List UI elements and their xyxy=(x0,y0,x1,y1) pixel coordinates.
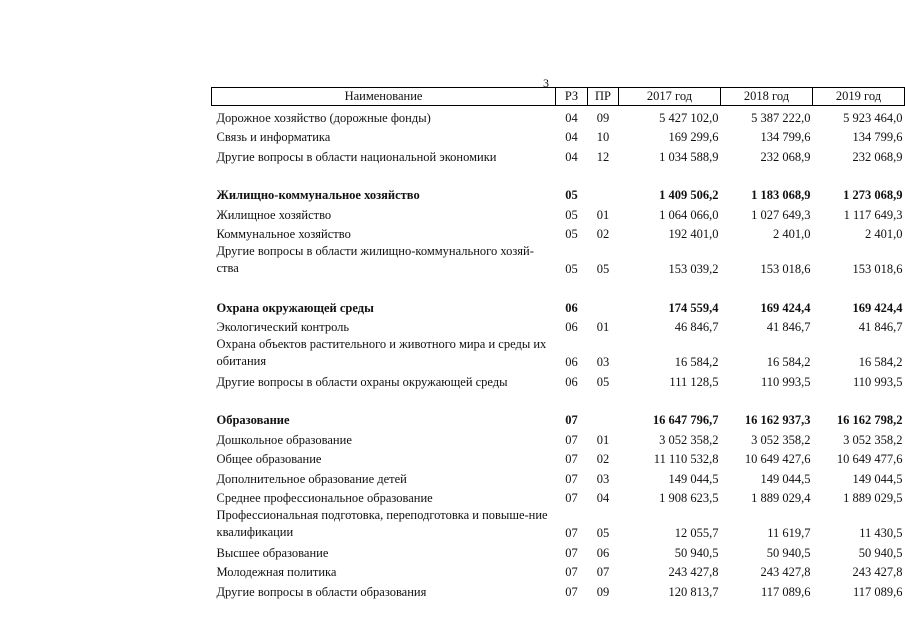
row-pr: 04 xyxy=(596,491,610,505)
row-pr: 01 xyxy=(596,432,610,447)
budget-table xyxy=(211,87,905,600)
row-pr: 07 xyxy=(596,565,610,579)
row-rz: 04 xyxy=(565,149,578,164)
header-2017: 2017 год xyxy=(619,88,721,106)
row-2018: 11 619,7 xyxy=(767,526,811,540)
row-2018: 243 427,8 xyxy=(760,565,811,579)
row-rz: 06 xyxy=(565,374,578,389)
row-2017: 120 813,7 xyxy=(668,584,719,599)
row-2018: 1 889 029,4 xyxy=(751,491,811,505)
table-row xyxy=(212,316,905,336)
row-2017: 174 559,4 xyxy=(668,300,719,315)
row-pr: 02 xyxy=(596,227,610,241)
row-2019: 134 799,6 xyxy=(852,130,903,144)
table-row xyxy=(212,561,905,581)
table-row xyxy=(212,370,905,390)
row-name: Коммунальное хозяйство xyxy=(216,227,351,241)
row-name: Среднее профессиональное образование xyxy=(216,491,433,505)
row-2017: 149 044,5 xyxy=(668,471,719,486)
row-rz: 06 xyxy=(565,355,578,369)
row-pr: 01 xyxy=(596,320,610,334)
row-2019: 149 044,5 xyxy=(852,471,903,486)
table-header xyxy=(212,88,905,106)
row-name: Другие вопросы в области национальной экономики xyxy=(216,149,497,164)
row-name: Профессиональная подготовка, переподготовка и повыше-ние квалификации xyxy=(216,508,548,539)
row-2019: 41 846,7 xyxy=(858,320,903,334)
spacer-row xyxy=(212,390,905,409)
page-number: 3 xyxy=(543,76,549,90)
row-2017: 153 039,2 xyxy=(668,262,719,276)
row-2018: 232 068,9 xyxy=(760,149,811,164)
row-name: Образование xyxy=(216,413,290,427)
header-pr: ПР xyxy=(588,88,619,106)
row-2018: 1 183 068,9 xyxy=(751,188,811,202)
row-2017: 16 647 796,7 xyxy=(652,413,719,427)
row-2019: 110 993,5 xyxy=(852,374,903,389)
spacer-row xyxy=(212,277,905,296)
row-name: Молодежная политика xyxy=(216,565,337,579)
row-2018: 50 940,5 xyxy=(766,545,811,560)
row-rz: 07 xyxy=(565,545,578,560)
row-name: Другие вопросы в области жилищно-коммунального хозяй-ства xyxy=(216,244,534,275)
table-row xyxy=(212,335,905,370)
section-row xyxy=(212,409,905,429)
table-row xyxy=(212,126,905,146)
row-2017: 12 055,7 xyxy=(674,526,719,540)
row-rz: 04 xyxy=(565,130,578,144)
table-row xyxy=(212,487,905,507)
row-2017: 1 034 588,9 xyxy=(659,149,719,164)
row-name: Жилищно-коммунальное хозяйство xyxy=(216,188,420,202)
row-2017: 1 409 506,2 xyxy=(659,188,719,202)
row-2019: 50 940,5 xyxy=(858,545,903,560)
row-rz: 07 xyxy=(565,526,578,540)
row-pr xyxy=(588,184,619,204)
row-rz: 07 xyxy=(565,565,578,579)
row-2019: 1 889 029,5 xyxy=(843,491,903,505)
row-2018: 117 089,6 xyxy=(760,584,811,599)
row-2019: 169 424,4 xyxy=(852,300,903,315)
row-2018: 16 162 937,3 xyxy=(744,413,811,427)
header-2019: 2019 год xyxy=(813,88,905,106)
row-2017: 11 110 532,8 xyxy=(653,452,719,466)
row-2019: 232 068,9 xyxy=(852,149,903,164)
row-pr: 01 xyxy=(596,207,610,222)
row-rz: 05 xyxy=(565,188,578,202)
row-rz: 05 xyxy=(565,207,578,222)
row-name: Дорожное хозяйство (дорожные фонды) xyxy=(216,110,431,125)
row-name: Дошкольное образование xyxy=(216,432,352,447)
row-2017: 1 064 066,0 xyxy=(659,207,719,222)
table-row xyxy=(212,541,905,561)
row-2018: 2 401,0 xyxy=(773,227,811,241)
row-pr: 09 xyxy=(596,584,610,599)
row-2019: 16 584,2 xyxy=(858,355,903,369)
row-pr: 09 xyxy=(596,110,610,125)
row-rz: 04 xyxy=(565,110,578,125)
row-2018: 110 993,5 xyxy=(760,374,811,389)
row-2017: 50 940,5 xyxy=(674,545,719,560)
row-2017: 1 908 623,5 xyxy=(659,491,719,505)
row-name: Охрана окружающей среды xyxy=(216,300,374,315)
row-pr xyxy=(588,409,619,429)
row-2018: 10 649 427,6 xyxy=(744,452,811,466)
row-name: Дополнительное образование детей xyxy=(216,471,407,486)
row-2017: 169 299,6 xyxy=(668,130,719,144)
table-body xyxy=(212,106,905,600)
table-row xyxy=(212,506,905,541)
table-row xyxy=(212,106,905,126)
row-name: Другие вопросы в области образования xyxy=(216,584,427,599)
row-pr: 06 xyxy=(596,545,610,560)
row-2017: 243 427,8 xyxy=(668,565,719,579)
header-2018: 2018 год xyxy=(721,88,813,106)
row-name: Жилищное хозяйство xyxy=(216,207,332,222)
row-2019: 2 401,0 xyxy=(865,227,903,241)
row-2017: 3 052 358,2 xyxy=(659,432,719,447)
row-rz: 07 xyxy=(565,471,578,486)
row-2018: 134 799,6 xyxy=(760,130,811,144)
row-rz: 06 xyxy=(565,320,578,334)
row-2019: 1 117 649,3 xyxy=(843,207,903,222)
row-pr: 10 xyxy=(596,130,610,144)
row-2018: 169 424,4 xyxy=(760,300,811,315)
table-row xyxy=(212,428,905,448)
row-2017: 5 427 102,0 xyxy=(659,110,719,125)
table-row xyxy=(212,145,905,165)
row-2017: 111 128,5 xyxy=(669,374,719,389)
row-2018: 3 052 358,2 xyxy=(751,432,811,447)
row-2018: 149 044,5 xyxy=(760,471,811,486)
section-row xyxy=(212,296,905,316)
table-row xyxy=(212,448,905,468)
row-rz: 05 xyxy=(565,227,578,241)
row-rz: 06 xyxy=(565,300,578,315)
spacer-row xyxy=(212,165,905,184)
row-2017: 46 846,7 xyxy=(674,320,719,334)
row-name: Общее образование xyxy=(216,452,322,466)
row-2019: 243 427,8 xyxy=(852,565,903,579)
row-name: Экологический контроль xyxy=(216,320,350,334)
table-row xyxy=(212,223,905,243)
row-rz: 05 xyxy=(565,262,578,276)
row-2019: 3 052 358,2 xyxy=(843,432,903,447)
row-pr: 12 xyxy=(596,149,610,164)
row-2019: 10 649 477,6 xyxy=(836,452,903,466)
row-pr: 05 xyxy=(596,526,610,540)
row-rz: 07 xyxy=(565,491,578,505)
row-name: Охрана объектов растительного и животного мира и среды их обитания xyxy=(216,337,547,368)
row-2019: 5 923 464,0 xyxy=(843,110,903,125)
section-row xyxy=(212,184,905,204)
row-2019: 1 273 068,9 xyxy=(843,188,903,202)
table-row xyxy=(212,467,905,487)
row-pr: 03 xyxy=(596,355,610,369)
row-2019: 153 018,6 xyxy=(852,262,903,276)
row-2018: 153 018,6 xyxy=(760,262,811,276)
row-rz: 07 xyxy=(565,584,578,599)
row-2018: 16 584,2 xyxy=(766,355,811,369)
row-pr: 05 xyxy=(596,262,610,276)
row-rz: 07 xyxy=(565,413,578,427)
table-row xyxy=(212,203,905,223)
row-2019: 11 430,5 xyxy=(859,526,903,540)
table-row xyxy=(212,242,905,277)
row-2018: 1 027 649,3 xyxy=(751,207,811,222)
row-2018: 5 387 222,0 xyxy=(751,110,811,125)
row-pr xyxy=(588,296,619,316)
row-pr: 03 xyxy=(596,471,610,486)
header-name: Наименование xyxy=(212,88,556,106)
table-row xyxy=(212,580,905,600)
row-name: Высшее образование xyxy=(216,545,329,560)
row-2017: 16 584,2 xyxy=(674,355,719,369)
row-rz: 07 xyxy=(565,452,578,466)
row-2017: 192 401,0 xyxy=(668,227,719,241)
row-2019: 117 089,6 xyxy=(852,584,903,599)
row-name: Другие вопросы в области охраны окружающей среды xyxy=(216,374,508,389)
row-pr: 02 xyxy=(596,452,610,466)
header-rz: РЗ xyxy=(556,88,588,106)
row-2018: 41 846,7 xyxy=(766,320,811,334)
row-pr: 05 xyxy=(596,374,610,389)
row-name: Связь и информатика xyxy=(216,130,331,144)
row-rz: 07 xyxy=(565,432,578,447)
row-2019: 16 162 798,2 xyxy=(836,413,903,427)
